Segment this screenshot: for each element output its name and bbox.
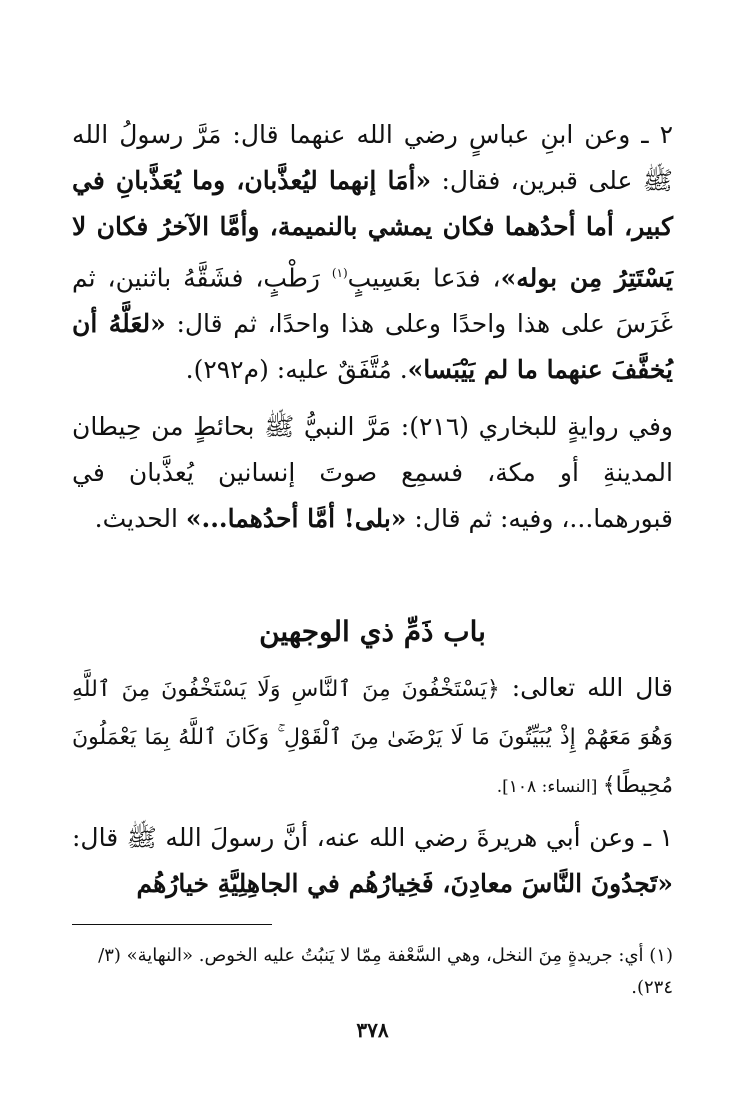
verse-paragraph	[72, 665, 673, 810]
hadith-paragraph-1	[72, 815, 673, 907]
bukhari-variant-text: وفي روايةٍ للبخاري (٢١٦): مَرَّ النبيُّ ﷺ بحائطٍ من حِيطان المدينةِ أو مكة، فسمِع صوتَ إنسانين يُعذَّبان في قبورهما...، وفيه: ثم قال:	[72, 412, 673, 533]
hadith-1-intro: ١ ـ وعن أبي هريرةَ رضي الله عنه، أنَّ رسولَ الله ﷺ قال:	[72, 823, 673, 852]
hadith-paragraph-2	[72, 112, 673, 393]
hadith-2-intro: ٢ ـ وعن ابنِ عباسٍ رضي الله عنهما قال: مَرَّ رسولُ الله ﷺ على قبرين، فقال:	[72, 120, 673, 195]
verse-reference: [النساء: ١٠٨].	[496, 777, 603, 797]
hadith-1-quote: «تَجدُونَ النَّاسَ معادِنَ، فَخِيارُهُم في الجاهِلِيَّةِ خيارُهُم	[136, 869, 673, 898]
quran-verse: ﴿يَسْتَخْفُونَ مِنَ ٱلنَّاسِ وَلَا يَسْتَخْفُونَ مِنَ ٱللَّهِ وَهُوَ مَعَهُمْ إِذْ يُبَيِّتُونَ مَا لَا يَرْضَىٰ مِنَ ٱلْقَوْلِ ۚ وَكَانَ ٱللَّهُ بِمَا يَعْمَلُونَ مُحِيطًا﴾	[72, 677, 673, 798]
page-number: ٣٧٨	[356, 1018, 389, 1042]
hadith-2-middle-2: رَطْبٍ، فشَقَّهُ باثنين، ثم غَرَسَ على هذا واحدًا وعلى هذا واحدًا، ثم قال:	[72, 263, 673, 339]
footnote-divider	[72, 924, 272, 925]
hadith-2-end: . مُتَّفَقٌ عليه: (م٢٩٢).	[185, 355, 408, 385]
section-heading: باب ذَمِّ ذي الوجهين	[259, 615, 486, 648]
footnote: (١) أي: جريدةٍ مِنَ النخل، وهي السَّعْفة مِمّا لا يَنبُتُ عليه الخوص. «النهاية» (٣/ ٢٣٤).	[98, 945, 673, 998]
hadith-2-quote: «أمَا إنهما ليُعذَّبان، وما يُعَذَّبانِ في كبير، أما أحدُهما فكان يمشي بالنميمة، وأمَّا الآخرُ فكان لا يَسْتَتِرُ مِن بوله»	[72, 166, 673, 293]
bukhari-variant-quote: «بلى! أمَّا أحدُهما...»	[185, 504, 407, 533]
hadith-2-quote-2: «لعَلَّهُ أن يُخفَّفَ عنهما ما لم يَيْبَسا»	[72, 309, 673, 385]
hadith-2-middle: ، فدَعا بعَسِيبٍ	[347, 263, 501, 293]
footnote-reference[interactable]: (١)	[331, 266, 348, 280]
verse-intro: قال الله تعالى:	[499, 673, 674, 702]
bukhari-variant-end: الحديث.	[94, 504, 186, 533]
bukhari-variant-paragraph	[72, 404, 673, 542]
